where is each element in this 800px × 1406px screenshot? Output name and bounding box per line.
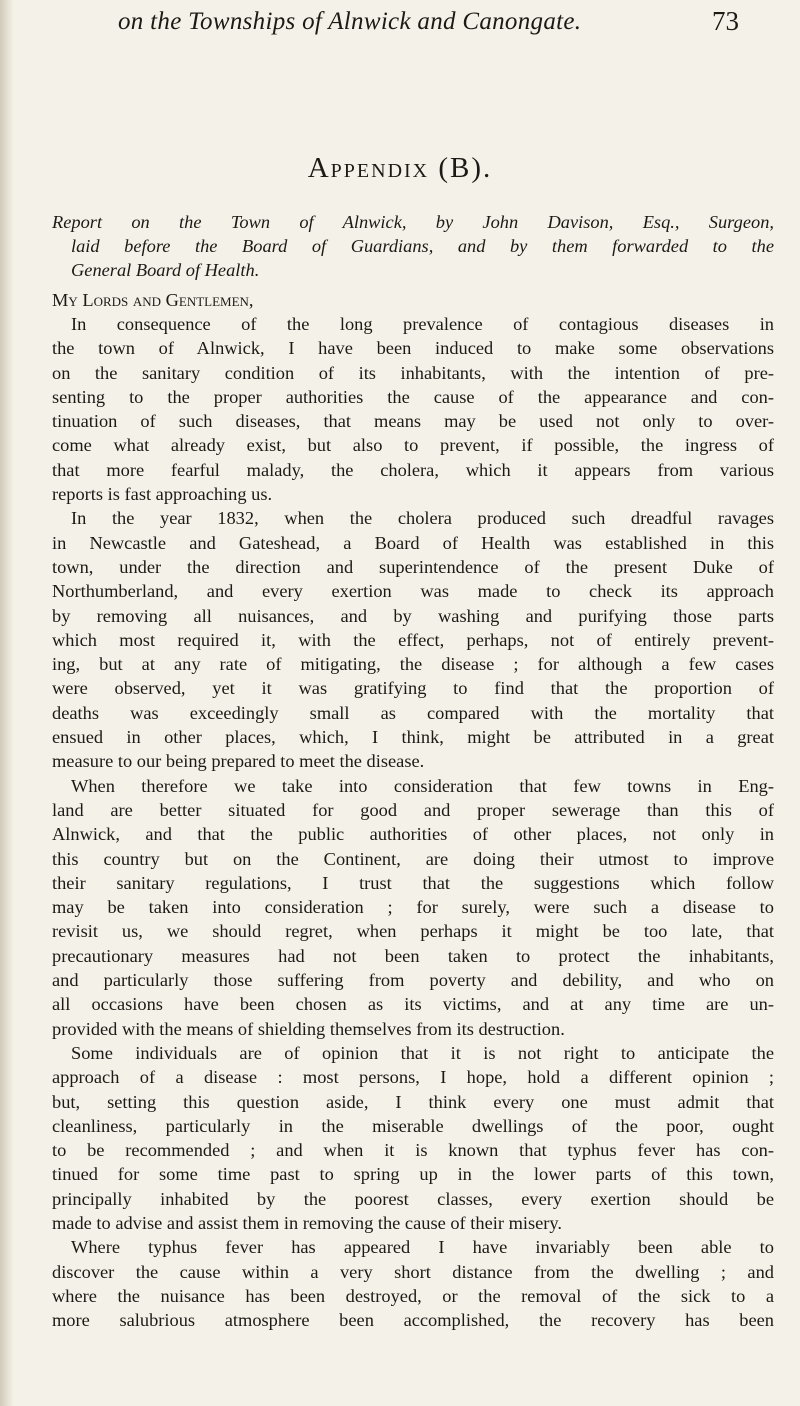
appendix-title: Appendix (B).	[307, 152, 493, 184]
body-text-line: more salubrious atmosphere been accomplished, the recovery has been	[52, 1310, 774, 1331]
body-text-line: which most required it, with the effect, perhaps, not of entirely prevent-	[52, 629, 774, 650]
body-text-line: the town of Alnwick, I have been induced to make some observations	[52, 338, 774, 359]
body-text-line: Where typhus fever has appeared I have invariably been able to	[71, 1237, 774, 1258]
body-text-line: approach of a disease : most persons, I hope, hold a different opinion ;	[52, 1067, 774, 1088]
salutation: My Lords and Gentlemen,	[52, 290, 254, 310]
body-text-line: In consequence of the long prevalence of contagious diseases in	[71, 314, 774, 334]
running-title: on the Townships of Alnwick and Canongate.	[118, 8, 582, 35]
report-heading-line: General Board of Health.	[71, 260, 260, 280]
body-text-line: discover the cause within a very short distance from the dwelling ; and	[52, 1261, 774, 1282]
body-text-line: measure to our being prepared to meet the disease.	[52, 751, 425, 772]
page-binding-edge	[0, 0, 14, 1406]
body-text-line: Some individuals are of opinion that it is not right to anticipate the	[71, 1042, 774, 1063]
body-text-line: may be taken into consideration ; for surely, were such a disease to	[52, 897, 774, 918]
body-text-line: When therefore we take into consideration that few towns in Eng-	[71, 775, 774, 796]
body-text-line: revisit us, we should regret, when perhaps it might be too late, that	[52, 921, 774, 942]
body-text-line: tinued for some time past to spring up in the lower parts of this town,	[52, 1164, 774, 1185]
body-text-line: provided with the means of shielding themselves from its destruction.	[52, 1018, 565, 1039]
body-text-line: and particularly those suffering from poverty and debility, and who on	[52, 970, 774, 991]
body-text-line: to be recommended ; and when it is known that typhus fever has con-	[52, 1140, 774, 1161]
body-text-line: Alnwick, and that the public authorities of other places, not only in	[52, 824, 774, 845]
body-text-line: on the sanitary condition of its inhabitants, with the intention of pre-	[52, 362, 774, 383]
body-text-line: town, under the direction and superintendence of the present Duke of	[52, 556, 774, 577]
body-text-line: ensued in other places, which, I think, might be attributed in a great	[52, 727, 774, 748]
body-text-line: this country but on the Continent, are doing their utmost to improve	[52, 848, 774, 869]
body-text-line: their sanitary regulations, I trust that the suggestions which follow	[52, 872, 774, 893]
body-text-line: come what already exist, but also to prevent, if possible, the ingress of	[52, 435, 774, 456]
body-text-line: tinuation of such diseases, that means may be used not only to over-	[52, 411, 774, 432]
body-text-line: were observed, yet it was gratifying to find that the proportion of	[52, 678, 774, 699]
body-text-line: senting to the proper authorities the cause of the appearance and con-	[52, 386, 774, 407]
page-number: 73	[712, 6, 739, 36]
body-text-line: principally inhabited by the poorest classes, every exertion should be	[52, 1188, 774, 1209]
report-body	[52, 312, 774, 1332]
body-text-line: cleanliness, particularly in the miserable dwellings of the poor, ought	[52, 1115, 774, 1136]
report-heading-line: Report on the Town of Alnwick, by John Davison, Esq., Surgeon,	[52, 212, 774, 232]
body-text-line: where the nuisance has been destroyed, or the removal of the sick to a	[52, 1285, 774, 1306]
body-text-line: all occasions have been chosen as its victims, and at any time are un-	[52, 994, 774, 1015]
body-text-line: by removing all nuisances, and by washing and purifying those parts	[52, 605, 774, 626]
body-text-line: Northumberland, and every exertion was made to check its approach	[52, 581, 774, 602]
body-text-line: that more fearful malady, the cholera, which it appears from various	[52, 459, 774, 480]
body-text-line: land are better situated for good and proper sewerage than this of	[52, 799, 774, 820]
body-text-line: reports is fast approaching us.	[52, 484, 273, 505]
body-text-line: ing, but at any rate of mitigating, the disease ; for although a few cases	[52, 654, 774, 675]
body-text-line: deaths was exceedingly small as compared with the mortality that	[52, 702, 774, 723]
body-text-line: but, setting this question aside, I think every one must admit that	[52, 1091, 774, 1112]
report-heading	[52, 210, 774, 282]
body-text-line: made to advise and assist them in removing the cause of their misery.	[52, 1212, 563, 1233]
body-text-line: In the year 1832, when the cholera produced such dreadful ravages	[71, 508, 774, 529]
body-text-line: in Newcastle and Gateshead, a Board of Health was established in this	[52, 532, 774, 553]
report-heading-line: laid before the Board of Guardians, and by them forwarded to the	[71, 236, 774, 256]
body-text-line: precautionary measures had not been taken to protect the inhabitants,	[52, 945, 774, 966]
